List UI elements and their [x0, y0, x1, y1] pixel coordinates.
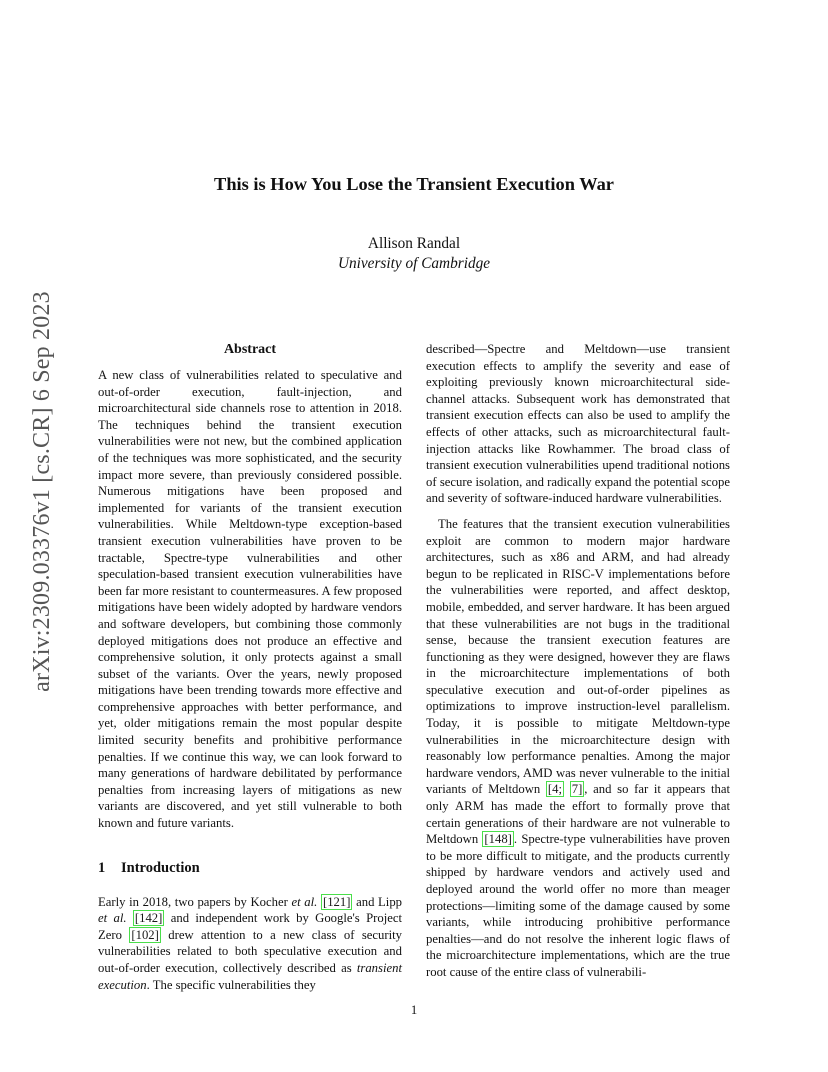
text-run: . Spectre-type vulnerabilities have proven to be more difficult to mitigate, and the products currently shipped by hardware vendors and actively used and deployed around the world offer no more than meager protections—limiting some of the damage caused by some variants, while introducing prohibitive performance penalties—and do not resolve the inherent logic flaws of the microarchitecture implementations, which are the true root cause of the entire class of vulnerabili- [426, 832, 730, 979]
body-paragraph [426, 516, 730, 981]
author-affiliation: University of Cambridge [337, 255, 491, 272]
citation-link[interactable]: [148] [484, 832, 512, 847]
citation-link[interactable]: [121] [322, 894, 351, 909]
text-run: and independent work by Google's Project Zero [98, 911, 403, 942]
citation-link[interactable]: [142] [134, 911, 163, 926]
text-run: , and so far it appears that only ARM has made the effort to formally prove that certain generations of their hardware are not vulnerable to Meltdown [426, 782, 731, 847]
abstract-body: A new class of vulnerabilities related to speculative and out-of-order execution, fault-injection, and microarchitectural side channels rose to attention in 2018. The techniques behind the transient execution vulnerabilities were not new, but the combined application of the techniques was more sophisticated, and the security impact more severe, than previously considered possible. Numerous mitigations have been proposed and implemented for variants of the transient execution vulnerabilities. While Meltdown-type exception-based transient execution vulnerabilities have proven to be tractable, Spectre-type vulnerabilities and other speculation-based transient execution vulnerabilities have been far more resistant to countermeasures. A few proposed mitigations have been widely adopted by hardware vendors and software developers, but combining those commonly deployed mitigations does not produce an effective and comprehensive solution, it only protects against a small subset of the variants. Over the years, newly proposed mitigations have been trending towards more effective and comprehensive approaches with better performance, and yet, older mitigations remain the most popular despite limited security benefits and prohibitive performance penalties. If we continue this way, we can look forward to many generations of hardware debilitated by performance penalties from increasing layers of mitigations as new variants are discovered, and yet still vulnerable to both known and future variants. [98, 368, 402, 831]
section-number: 1 [98, 859, 106, 876]
page-number: 1 [410, 1003, 418, 1017]
citation-link[interactable]: 7] [571, 782, 583, 797]
abstract-heading: Abstract [223, 342, 277, 357]
left-column [98, 341, 402, 993]
paper-title: This is How You Lose the Transient Execution War [214, 174, 614, 194]
text-run-italic: transient execution [98, 961, 402, 992]
intro-paragraph [98, 894, 402, 994]
body-paragraph-continued: described—Spectre and Meltdown—use transient execution effects to amplify the severity and ease of exploiting previously known microarchitectural side-channel attacks. Subsequent work has demonstrated that transient execution effects can also be used to amplify the effects of other attacks, such as microarchitectural fault-injection attacks like Rowhammer. The broad class of transient execution vulnerabilities upend traditional notions of secure isolation, and radically expand the potential scope and severity of software-induced hardware vulnerabilities. [426, 342, 730, 506]
text-run: The features that the transient execution vulnerabilities exploit are common to modern major hardware architectures, such as x86 and ARM, and had already begun to be replicated in RISC-V implementations before the vulnerabilities were reported, and affect desktop, mobile, embedded, and server hardware. It has been argued that these vulnerabilities are not bugs in the traditional sense, because the transient execution features are functioning as they were designed, however they are flaws in the microarchitecture implementations of both speculative execution and out-of-order pipelines as optimizations to improve instruction-level parallelism. Today, it is possible to mitigate Meltdown-type vulnerabilities in the microarchitecture design with reasonably low performance penalties. Among the major hardware vendors, AMD was never vulnerable to the initial variants of Meltdown [426, 516, 730, 797]
text-run: . The specific vulnerabilities they [146, 977, 316, 992]
text-run: drew attention to a new class of security vulnerabilities related to both speculative execution and out-of-order execution, collectively described as [98, 927, 402, 975]
section-title: Introduction [121, 859, 200, 876]
arxiv-sidebar-stamp [22, 290, 62, 692]
text-run: Early in 2018, two papers by Kocher [98, 894, 292, 909]
citation-link[interactable]: [102] [131, 927, 159, 942]
text-run: and Lipp [352, 894, 403, 909]
citation-link[interactable]: [4; [547, 782, 563, 797]
text-run-italic: et al. [98, 911, 127, 926]
right-column [426, 341, 730, 981]
section-heading-introduction [98, 859, 402, 877]
arxiv-identifier: arXiv:2309.03376v1 [cs.CR] 6 Sep 2023 [28, 290, 55, 692]
author-name: Allison Randal [367, 235, 461, 252]
text-run-italic: et al. [291, 894, 318, 909]
